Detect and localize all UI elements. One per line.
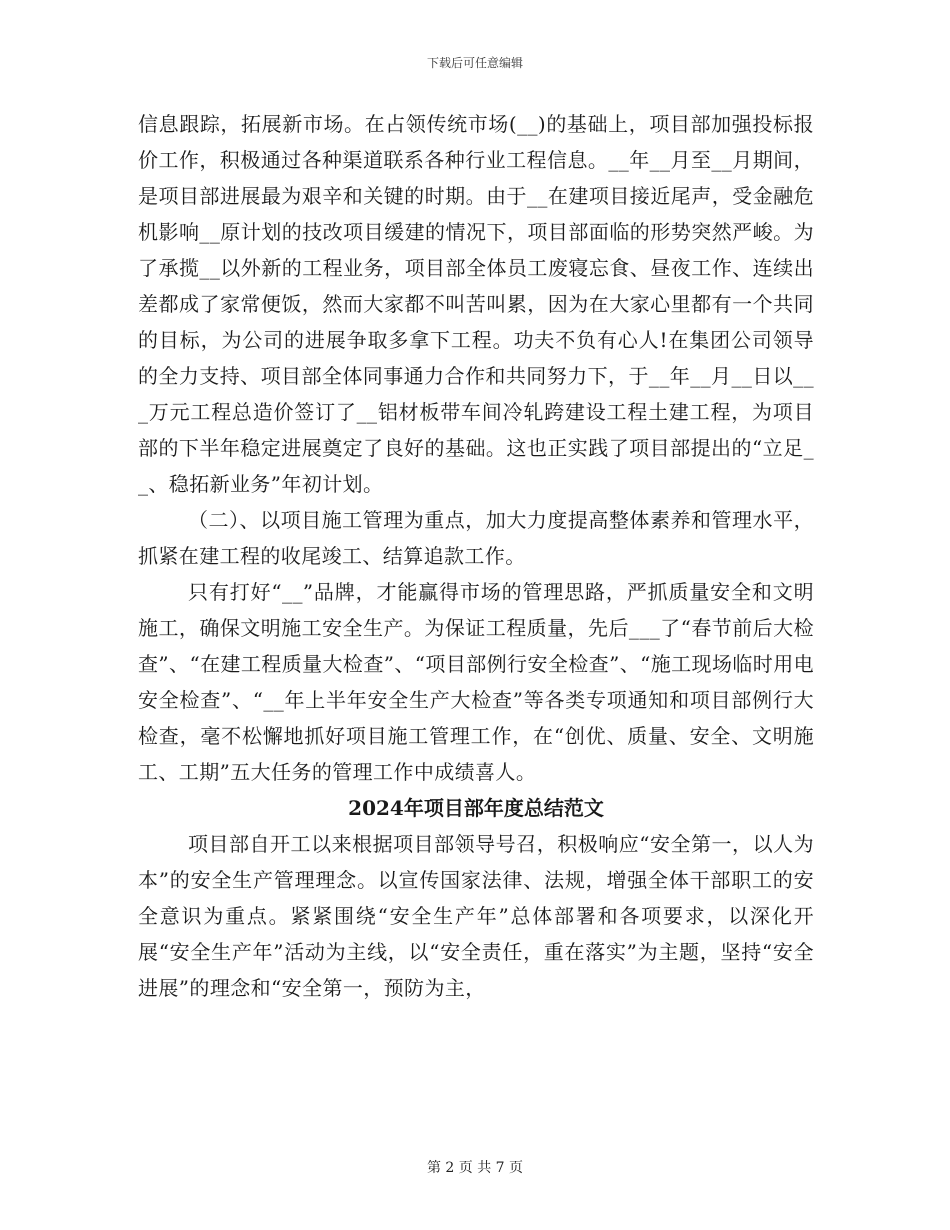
- page-header: 下载后可任意编辑: [426, 56, 523, 70]
- paragraph-quality-safety: 只有打好“__”品牌，才能赢得市场的管理思路，严抓质量安全和文明施工，确保文明施工安全生产。为保证工程质量，先后___了“春节前后大检查”、“在建工程质量大检查”、“项目部例行安全检查”、“施工现场临时用电安全检查”、“__年上半年安全生产大检查”等各类专项通知和项目部例行大检查，毫不松懈地抓好项目施工管理工作，在“创优、质量、安全、文明施工、工期”五大任务的管理工作中成绩喜人。: [138, 580, 814, 784]
- document-body: [138, 106, 814, 1006]
- document-title: 2024年项目部年度总结范文: [348, 796, 604, 820]
- page-number: 第 2 页 共 7 页: [426, 1160, 524, 1176]
- paragraph-market-expansion: 信息跟踪，拓展新市场。在占领传统市场(__)的基础上，项目部加强投标报价工作，积极通过各种渠道联系各种行业工程信息。__年__月至__月期间，是项目部进展最为艰辛和关键的时期。由于__在建项目接近尾声，受金融危机影响__原计划的技改项目缓建的情况下，项目部面临的形势突然严峻。为了承揽__以外新的工程业务，项目部全体员工废寝忘食、昼夜工作、连续出差都成了家常便饭，然而大家都不叫苦叫累，因为在大家心里都有一个共同的目标，为公司的进展争取多拿下工程。功夫不负有心人!在集团公司领导的全力支持、项目部全体同事通力合作和共同努力下，于__年__月__日以___万元工程总造价签订了__铝材板带车间冷轧跨建设工程土建工程，为项目部的下半年稳定进展奠定了良好的基础。这也正实践了项目部提出的“立足__、稳拓新业务”年初计划。: [138, 112, 814, 496]
- paragraph-safety-production: 项目部自开工以来根据项目部领导号召，积极响应“安全第一，以人为本”的安全生产管理理念。以宣传国家法律、法规，增强全体干部职工的安全意识为重点。紧紧围绕“安全生产年”总体部署和各项要求，以深化开展“安全生产年”活动为主线，以“安全责任，重在落实”为主题，坚持“安全进展”的理念和“安全第一，预防为主，: [138, 832, 814, 1000]
- paragraph-construction-management-heading: （二）、以项目施工管理为重点，加大力度提高整体素养和管理水平，抓紧在建工程的收尾竣工、结算追款工作。: [138, 508, 814, 568]
